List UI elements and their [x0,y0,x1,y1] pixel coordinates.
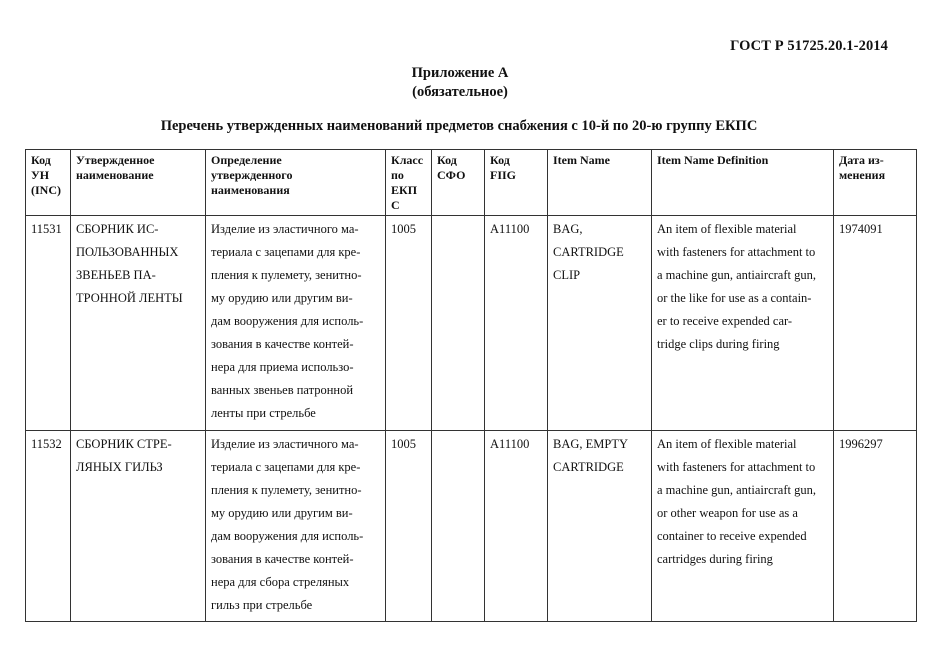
appendix-status: (обязательное) [412,84,508,100]
cell-definition: Изделие из эластичного ма- териала с зацепами для кре- пления к пулемету, зенитно- му орудию или другим ви- дам вооружения для исполь- зования в качестве контей- нера для сбора стреляных гильз при стрельбе [206,431,386,622]
cell-item-definition: An item of flexible material with fasteners for attachment to a machine gun, antiaircraft gun, or other weapon for use as a container to receive expended cartridges during firing [652,431,834,622]
appendix-label: Приложение А [411,65,509,81]
header-item-name-definition: Item Name Definition [652,150,834,216]
cell-fiig: A11100 [485,216,548,431]
cell-item-name: BAG, EMPTY CARTRIDGE [548,431,652,622]
header-item-name: Item Name [548,150,652,216]
cell-code: 11531 [26,216,71,431]
cell-code: 11532 [26,431,71,622]
header-class: Класс по ЕКП С [386,150,432,216]
cell-change-date: 1996297 [834,431,917,622]
cell-class: 1005 [386,431,432,622]
table-row [26,216,917,431]
header-code-un: Код УН (INC) [26,150,71,216]
cell-sfo [432,216,485,431]
list-title: Перечень утвержденных наименований предметов снабжения с 10-й по 20-ю группу ЕКПС [160,118,758,134]
cell-item-definition: An item of flexible material with fasteners for attachment to a machine gun, antiaircraft gun, or the like for use as a contain- er to receive expended car- tridge clips during firing [652,216,834,431]
cell-class: 1005 [386,216,432,431]
table-row [26,431,917,622]
cell-name: СБОРНИК ИС- ПОЛЬЗОВАННЫХ ЗВЕНЬЕВ ПА- ТРОННОЙ ЛЕНТЫ [71,216,206,431]
cell-change-date: 1974091 [834,216,917,431]
appendix-heading [0,64,920,102]
cell-fiig: A11100 [485,431,548,622]
header-change-date: Дата из- менения [834,150,917,216]
items-table [25,149,917,622]
standard-number: ГОСТ Р 51725.20.1-2014 [730,38,888,54]
header-definition: Определение утвержденного наименования [206,150,386,216]
header-code-sfo: Код СФО [432,150,485,216]
cell-name: СБОРНИК СТРЕ- ЛЯНЫХ ГИЛЬЗ [71,431,206,622]
header-row [26,150,917,216]
cell-item-name: BAG, CARTRIDGE CLIP [548,216,652,431]
header-approved-name: Утвержденное наименование [71,150,206,216]
cell-sfo [432,431,485,622]
cell-definition: Изделие из эластичного ма- териала с зацепами для кре- пления к пулемету, зенитно- му орудию или другим ви- дам вооружения для исполь- зования в качестве контей- нера для приема использо- ванных звеньев патронной ленты при стрельбе [206,216,386,431]
header-code-fiig: Код FIIG [485,150,548,216]
